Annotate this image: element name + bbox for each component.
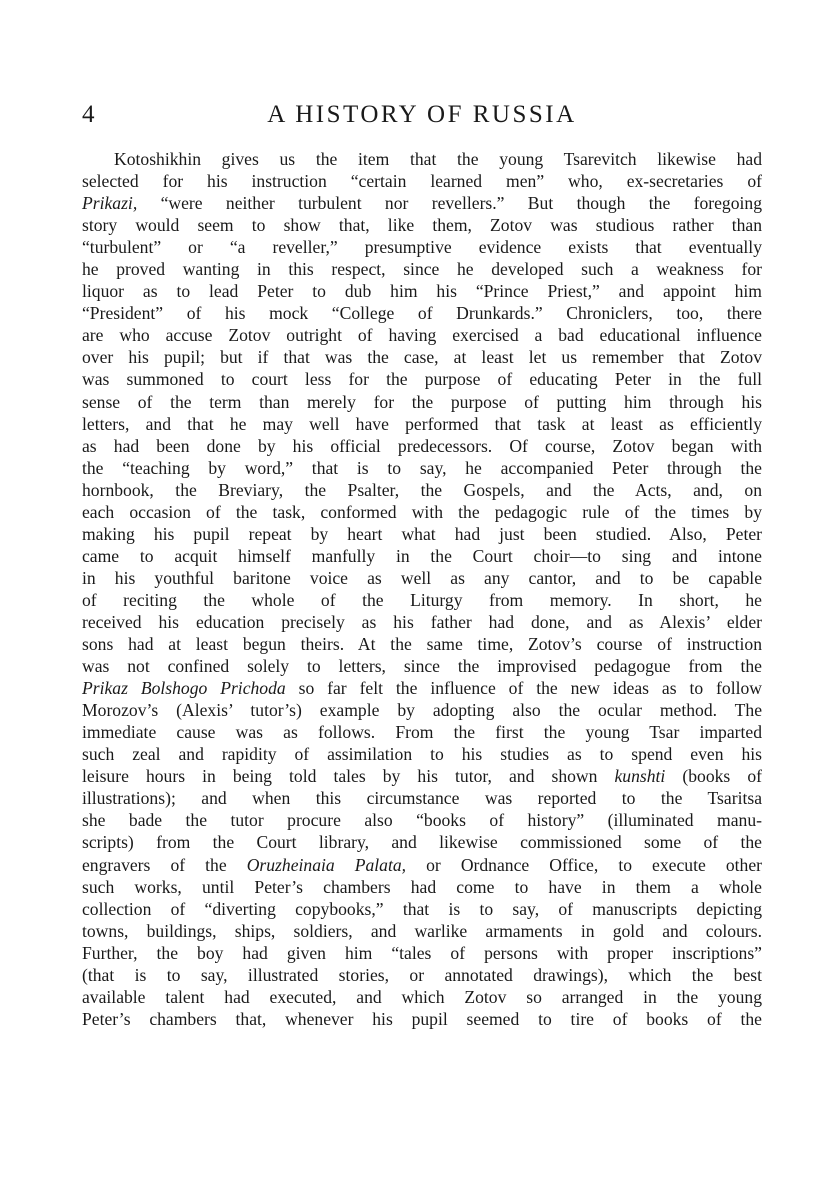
text-line — [82, 986, 762, 1008]
text-line — [82, 765, 762, 787]
body-text — [82, 148, 762, 1030]
italic-text: Prikazi, — [82, 193, 138, 214]
text-line — [82, 898, 762, 920]
italic-text: Oruzheinaia Palata, — [246, 854, 407, 875]
page-header — [82, 97, 762, 133]
text-line — [82, 479, 762, 501]
text-segment: Morozov’s (Alexis’ tutor’s) example by adopting also the ocular method. The — [82, 700, 762, 721]
text-line — [82, 346, 762, 368]
text-line — [82, 942, 762, 964]
text-segment: selected for his instruction “certain learned men” who, ex-secretaries of — [82, 171, 762, 192]
page-number: 4 — [82, 101, 95, 128]
text-line — [82, 743, 762, 765]
text-segment: leisure hours in being told tales by his tutor, and shown — [82, 766, 615, 787]
text-line — [82, 302, 762, 324]
text-line — [82, 633, 762, 655]
text-segment: immediate cause was as follows. From the first the young Tsar imparted — [82, 722, 762, 743]
text-segment: he proved wanting in this respect, since he developed such a weakness for — [82, 259, 762, 280]
text-line — [82, 1008, 762, 1030]
text-segment: the “teaching by word,” that is to say, he accompanied Peter through the — [82, 457, 762, 478]
text-line — [82, 258, 762, 280]
text-segment: (that is to say, illustrated stories, or annotated drawings), which the best — [82, 964, 762, 985]
text-line — [82, 214, 762, 236]
text-segment: sons had at least begun theirs. At the same time, Zotov’s course of instruction — [82, 634, 762, 655]
text-line — [82, 655, 762, 677]
text-line — [82, 192, 762, 214]
text-line — [82, 809, 762, 831]
text-segment: “President” of his mock “College of Drunkards.” Chroniclers, too, there — [82, 303, 762, 324]
text-line — [82, 699, 762, 721]
text-segment: Kotoshikhin gives us the item that the young Tsarevitch likewise had — [114, 149, 762, 169]
text-line — [82, 721, 762, 743]
text-line — [82, 391, 762, 413]
text-segment: “turbulent” or “a reveller,” presumptive evidence exists that eventually — [82, 237, 762, 258]
text-segment: sense of the term than merely for the purpose of putting him through his — [82, 391, 762, 412]
text-line — [82, 964, 762, 986]
text-line — [82, 236, 762, 258]
text-segment: so far felt the influence of the new ideas as to follow — [285, 678, 762, 699]
italic-text: Prikaz Bolshogo Prichoda — [82, 678, 286, 699]
text-segment: liquor as to lead Peter to dub him his “Prince Priest,” and appoint him — [82, 281, 762, 302]
text-segment: of reciting the whole of the Liturgy from memory. In short, he — [82, 589, 762, 610]
text-segment: “were neither turbulent nor revellers.” But though the foregoing — [137, 193, 762, 214]
text-segment: was not confined solely to letters, since the improvised pedagogue from the — [82, 656, 762, 677]
text-segment: she bade the tutor procure also “books of history” (illuminated manu- — [82, 810, 762, 831]
text-line — [82, 368, 762, 390]
text-line — [82, 611, 762, 633]
text-segment: available talent had executed, and which Zotov so arranged in the young — [82, 986, 762, 1007]
text-line — [82, 435, 762, 457]
text-line — [82, 413, 762, 435]
text-segment: towns, buildings, ships, soldiers, and warlike armaments in gold and colours. — [82, 920, 762, 941]
text-segment: as had been done by his official predecessors. Of course, Zotov began with — [82, 435, 762, 456]
text-segment: making his pupil repeat by heart what had just been studied. Also, Peter — [82, 523, 762, 544]
text-line — [82, 589, 762, 611]
text-segment: each occasion of the task, conformed with the pedagogic rule of the times by — [82, 501, 762, 522]
text-line — [82, 148, 762, 170]
text-segment: or Ordnance Office, to execute other — [406, 854, 762, 875]
text-segment: illustrations); and when this circumstance was reported to the Tsaritsa — [82, 788, 762, 809]
running-title: A HISTORY OF RUSSIA — [267, 101, 577, 128]
text-segment: are who accuse Zotov outright of having exercised a bad educational influence — [82, 325, 762, 346]
text-segment: hornbook, the Breviary, the Psalter, the Gospels, and the Acts, and, on — [82, 479, 762, 500]
text-segment: engravers of the — [82, 854, 247, 875]
text-segment: received his education precisely as his father had done, and as Alexis’ elder — [82, 611, 762, 632]
text-line — [82, 324, 762, 346]
text-segment: was summoned to court less for the purpose of educating Peter in the full — [82, 369, 762, 390]
text-segment: (books of — [665, 766, 762, 787]
text-segment: in his youthful baritone voice as well as any cantor, and to be capable — [82, 567, 762, 588]
text-segment: over his pupil; but if that was the case, at least let us remember that Zotov — [82, 347, 762, 368]
text-line — [82, 523, 762, 545]
text-line — [82, 854, 762, 876]
text-line — [82, 170, 762, 192]
text-segment: such works, until Peter’s chambers had come to have in them a whole — [82, 876, 762, 897]
text-segment: Peter’s chambers that, whenever his pupil seemed to tire of books of the — [82, 1008, 762, 1029]
text-line — [82, 787, 762, 809]
text-line — [82, 545, 762, 567]
text-segment: came to acquit himself manfully in the Court choir—to sing and intone — [82, 545, 762, 566]
text-line — [82, 280, 762, 302]
text-line — [82, 501, 762, 523]
text-segment: Further, the boy had given him “tales of persons with proper inscriptions” — [82, 942, 762, 963]
text-line — [82, 457, 762, 479]
text-segment: scripts) from the Court library, and likewise commissioned some of the — [82, 832, 762, 853]
text-line — [82, 831, 762, 853]
italic-text: kunshti — [614, 766, 666, 787]
text-line — [82, 920, 762, 942]
text-segment: such zeal and rapidity of assimilation to his studies as to spend even his — [82, 744, 762, 765]
text-segment: letters, and that he may well have performed that task at least as efficiently — [82, 413, 762, 434]
text-segment: collection of “diverting copybooks,” that is to say, of manuscripts depicting — [82, 898, 762, 919]
text-line — [82, 567, 762, 589]
text-line — [82, 876, 762, 898]
text-line — [82, 677, 762, 699]
text-segment: story would seem to show that, like them, Zotov was studious rather than — [82, 215, 762, 236]
